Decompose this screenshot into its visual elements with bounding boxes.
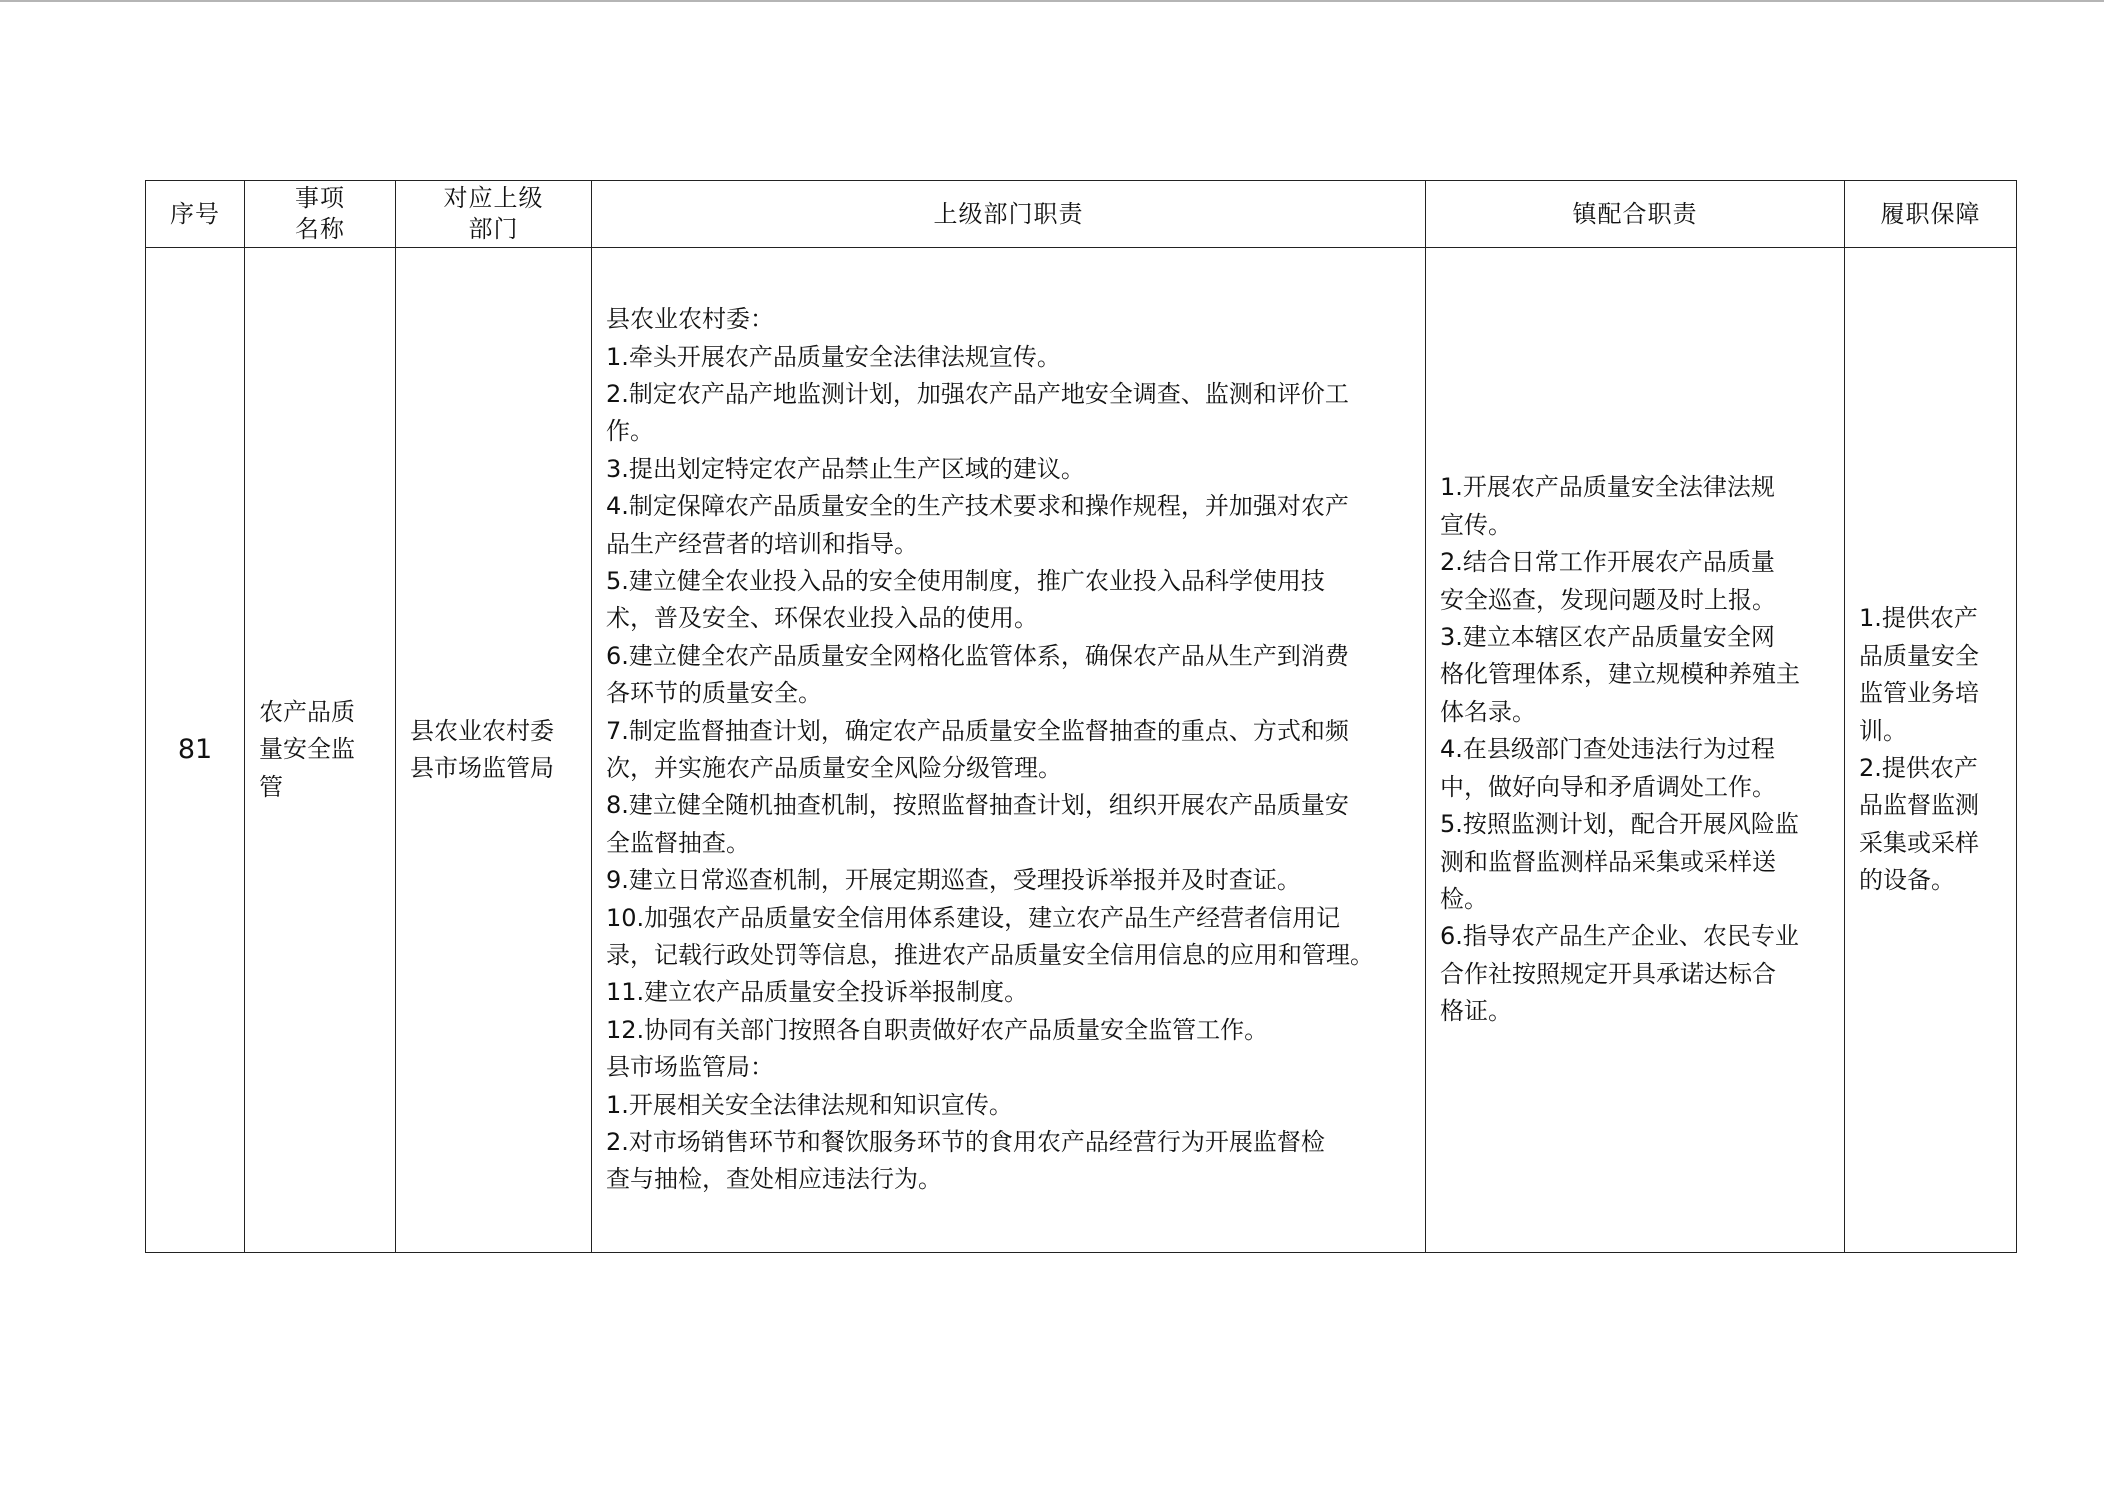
guarantee-line: 1.提供农产 — [1859, 604, 1978, 633]
town-duty-line: 6.指导农产品生产企业、农民专业 — [1440, 922, 1799, 951]
upper-duty-line: 8.建立健全随机抽查机制，按照监督抽查计划，组织开展农产品质量安 — [606, 791, 1349, 820]
upper-duty-line: 2.对市场销售环节和餐饮服务环节的食用农产品经营行为开展监督检 — [606, 1128, 1325, 1157]
guarantee-line: 的设备。 — [1859, 866, 1955, 895]
cell-guarantee — [1845, 248, 2017, 1253]
town-duty-line: 宣传。 — [1440, 510, 1512, 539]
guarantee-line: 2.提供农产 — [1859, 754, 1978, 782]
header-dept — [396, 181, 592, 248]
town-duty-line: 安全巡查，发现问题及时上报。 — [1440, 585, 1776, 614]
upper-duty-line: 9.建立日常巡查机制，开展定期巡查，受理投诉举报并及时查证。 — [606, 866, 1301, 895]
town-duty-line: 1.开展农产品质量安全法律法规 — [1440, 473, 1775, 502]
upper-duty-line: 各环节的质量安全。 — [606, 679, 822, 708]
upper-duty-line: 10.加强农产品质量安全信用体系建设，建立农产品生产经营者信用记 — [606, 903, 1341, 932]
guarantee-line: 品质量安全 — [1859, 641, 1979, 670]
town-duty-line: 合作社按照规定开具承诺达标合 — [1440, 959, 1776, 988]
upper-duty-line: 3.提出划定特定农产品禁止生产区域的建议。 — [606, 454, 1085, 483]
cell-seq: 81 — [146, 248, 245, 1253]
upper-duty-line: 作。 — [606, 417, 654, 446]
guarantee-line: 训。 — [1859, 716, 1907, 745]
upper-duty-line: 术，普及安全、环保农业投入品的使用。 — [606, 604, 1038, 633]
header-item-name-line: 名称 — [295, 215, 345, 243]
upper-duty-line: 4.制定保障农产品质量安全的生产技术要求和操作规程，并加强对农产 — [606, 492, 1349, 521]
upper-duty-line: 查与抽检，查处相应违法行为。 — [606, 1165, 942, 1194]
upper-duty-list — [606, 301, 1411, 1199]
header-upper-duty — [592, 181, 1426, 248]
cell-upper-duty — [592, 248, 1426, 1253]
header-guarantee-label: 履职保障 — [1880, 199, 1981, 228]
upper-duty-line: 5.建立健全农业投入品的安全使用制度，推广农业投入品科学使用技 — [606, 566, 1325, 595]
cell-item-name — [245, 248, 396, 1253]
upper-duty-line: 11.建立农产品质量安全投诉举报制度。 — [606, 978, 1029, 1007]
town-duty-line: 格证。 — [1440, 997, 1512, 1026]
table-row — [146, 248, 2017, 1253]
dept-line: 县农业农村委 — [410, 716, 554, 745]
upper-duty-line: 2.制定农产品产地监测计划，加强农产品产地安全调查、监测和评价工 — [606, 379, 1349, 408]
upper-duty-line: 县农业农村委： — [606, 305, 774, 334]
upper-duty-line: 县市场监管局： — [606, 1053, 774, 1082]
header-dept-line: 对应上级 — [443, 184, 544, 212]
upper-duty-line: 1.牵头开展农产品质量安全法律法规宣传。 — [606, 342, 1061, 371]
upper-duty-line: 录，记载行政处罚等信息，推进农产品质量安全信用信息的应用和管理。 — [606, 941, 1374, 970]
item-name-text: 农产品质量安全监管 — [259, 697, 355, 801]
town-duty-line: 4.在县级部门查处违法行为过程 — [1440, 735, 1775, 764]
header-seq-label: 序号 — [170, 199, 220, 228]
upper-duty-line: 6.建立健全农产品质量安全网格化监管体系，确保农产品从生产到消费 — [606, 641, 1349, 670]
header-town-duty — [1426, 181, 1845, 248]
guarantee-list — [1859, 600, 1989, 899]
guarantee-line: 品监督监测 — [1859, 791, 1979, 820]
guarantee-line: 监管业务培 — [1859, 679, 1979, 708]
header-row — [146, 181, 2017, 248]
upper-duty-line: 7.制定监督抽查计划，确定农产品质量安全监督抽查的重点、方式和频 — [606, 716, 1349, 745]
upper-duty-line: 12.协同有关部门按照各自职责做好农产品质量安全监管工作。 — [606, 1015, 1269, 1044]
header-guarantee — [1845, 181, 2017, 248]
town-duty-line: 检。 — [1440, 884, 1488, 913]
upper-duty-line: 品生产经营者的培训和指导。 — [606, 529, 918, 558]
dept-line: 县市场监管局 — [410, 754, 554, 782]
upper-duty-line: 次，并实施农产品质量安全风险分级管理。 — [606, 754, 1062, 782]
duty-table — [145, 180, 2017, 1253]
town-duty-line: 格化管理体系，建立规模种养殖主 — [1440, 660, 1800, 689]
header-item-name-line: 事项 — [295, 184, 345, 212]
town-duty-line: 测和监督监测样品采集或采样送 — [1440, 847, 1776, 876]
upper-duty-line: 全监督抽查。 — [606, 828, 750, 857]
town-duty-line: 中，做好向导和矛盾调处工作。 — [1440, 772, 1776, 801]
header-dept-line: 部门 — [468, 215, 519, 243]
header-upper-duty-label: 上级部门职责 — [933, 199, 1084, 228]
town-duty-line: 5.按照监测计划，配合开展风险监 — [1440, 810, 1799, 839]
header-seq — [146, 181, 245, 248]
upper-duty-line: 1.开展相关安全法律法规和知识宣传。 — [606, 1090, 1013, 1119]
cell-town-duty — [1426, 248, 1845, 1253]
town-duty-line: 2.结合日常工作开展农产品质量 — [1440, 548, 1775, 577]
cell-dept — [396, 248, 592, 1253]
town-duty-list — [1440, 469, 1830, 1030]
guarantee-line: 采集或采样 — [1859, 828, 1979, 857]
header-item-name — [245, 181, 396, 248]
town-duty-line: 3.建立本辖区农产品质量安全网 — [1440, 623, 1775, 652]
header-town-duty-label: 镇配合职责 — [1572, 199, 1698, 228]
town-duty-line: 体名录。 — [1440, 697, 1536, 726]
page-top-rule — [0, 0, 2104, 2]
